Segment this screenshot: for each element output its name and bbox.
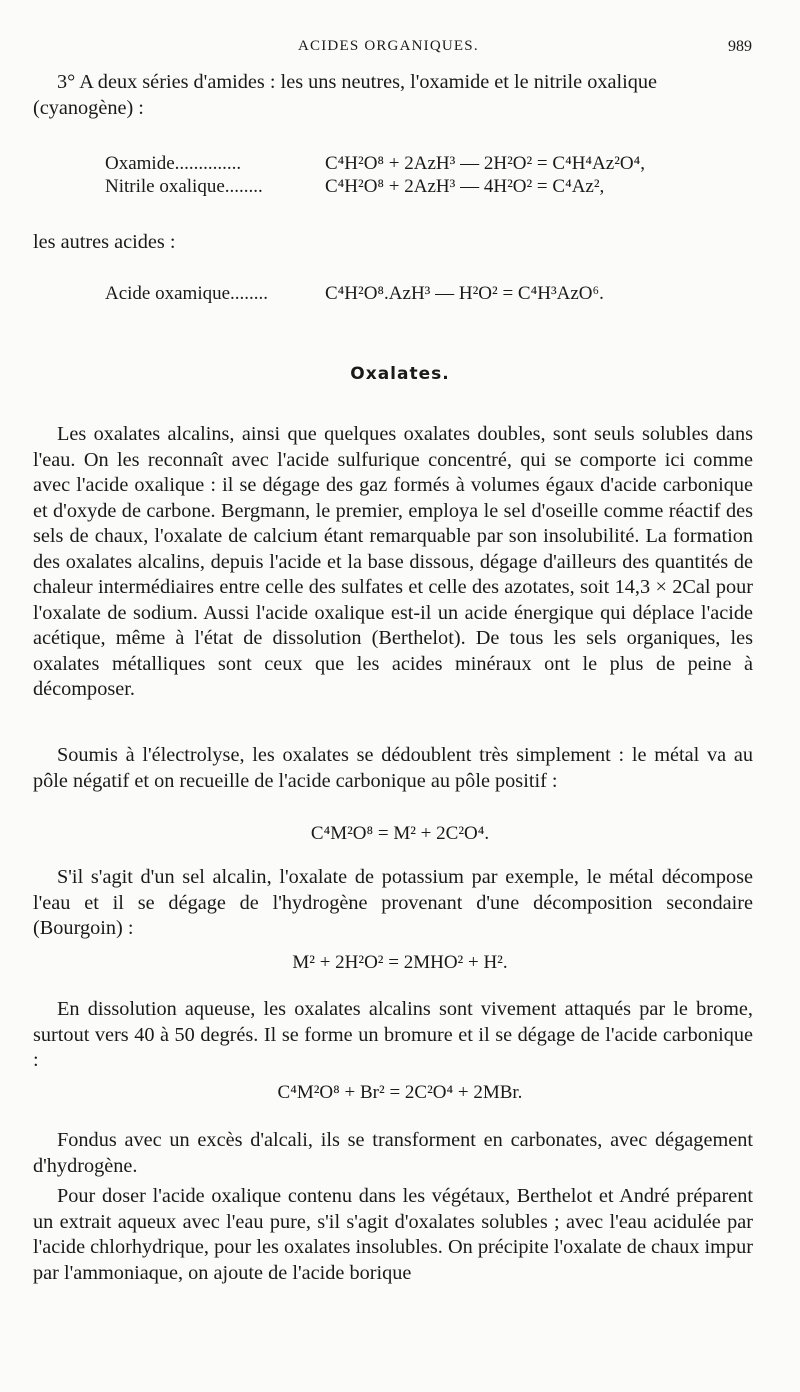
- acides-intro: [33, 230, 753, 256]
- intro-line-1: 3° A deux séries d'amides : les uns neutres, l'oxamide et le nitrile oxalique: [57, 71, 658, 93]
- equation-formula: C⁴H²O⁸ + 2AzH³ — 4H²O² = C⁴Az²,: [325, 176, 605, 197]
- paragraph-text: En dissolution aqueuse, les oxalates alcalins sont vivement attaqués par le brome, surtout vers 40 à 50 degrés. Il se forme un bromure et il se dégage de l'acide carbonique :: [33, 998, 753, 1071]
- paragraph-3: [33, 865, 753, 942]
- paragraph-text: Fondus avec un excès d'alcali, ils se transforment en carbonates, avec dégagement d'hydrogène.: [33, 1129, 753, 1177]
- equation-label: Oxamide..............: [105, 153, 242, 174]
- equation-water: M² + 2H²O² = 2MHO² + H².: [292, 952, 508, 973]
- intro-line-2: (cyanogène) :: [33, 96, 144, 119]
- acides-intro-text: les autres acides :: [33, 231, 176, 253]
- equation-formula: C⁴H²O⁸.AzH³ — H²O² = C⁴H³AzO⁶.: [325, 283, 604, 304]
- equation-label: Acide oxamique........: [105, 283, 269, 304]
- page-number: 989: [728, 38, 752, 55]
- equation-bromine: C⁴M²O⁸ + Br² = 2C²O⁴ + 2MBr.: [277, 1082, 523, 1103]
- paragraph-4: [33, 997, 753, 1074]
- equation-formula: C⁴H²O⁸ + 2AzH³ — 2H²O² = C⁴H⁴Az²O⁴,: [325, 153, 645, 174]
- paragraph-2: [33, 743, 753, 794]
- header-title: ACIDES ORGANIQUES.: [298, 38, 479, 54]
- paragraph-5: [33, 1128, 753, 1179]
- equation-label: Nitrile oxalique........: [105, 176, 263, 197]
- intro-block: [33, 70, 753, 121]
- paragraph-text: Soumis à l'électrolyse, les oxalates se dédoublent très simplement : le métal va au pôle négatif et on recueille de l'acide carbonique au pôle positif :: [33, 744, 753, 792]
- paragraph-text: Pour doser l'acide oxalique contenu dans les végétaux, Berthelot et André préparent un extrait aqueux avec l'eau pure, s'il s'agit d'oxalates solubles ; avec l'eau acidulée par l'acide chlorhydrique, pour les oxalates insolubles. On précipite l'oxalate de chaux impur par l'ammoniaque, on ajoute de l'acide borique: [33, 1185, 753, 1284]
- section-heading: Oxalates.: [350, 364, 450, 384]
- paragraph-6: [33, 1184, 753, 1286]
- paragraph-1: [33, 422, 753, 703]
- running-header: [0, 38, 800, 62]
- paragraph-text: Les oxalates alcalins, ainsi que quelques oxalates doubles, sont seuls solubles dans l'eau. On les reconnaît avec l'acide sulfurique concentré, qui se comporte ici comme avec l'acide oxalique : il se dégage des gaz formés à volumes égaux d'acide carbonique et d'oxyde de carbone. Bergmann, le premier, employa le sel d'oseille comme réactif des sels de chaux, l'oxalate de calcium étant remarquable par son insolubilité. La formation des oxalates alcalins, depuis l'acide et la base dissous, dégage d'ailleurs des quantités de chaleur intermédiaires entre celle des sulfates et celle des azotates, soit 14,3 × 2Cal pour l'oxalate de sodium. Aussi l'acide oxalique est-il un acide énergique qui déplace l'acide acétique, même à l'état de dissolution (Berthelot). De tous les sels organiques, les oxalates métalliques sont ceux que les acides minéraux ont le plus de peine à décomposer.: [33, 423, 753, 700]
- paragraph-text: S'il s'agit d'un sel alcalin, l'oxalate de potassium par exemple, le métal décompose l'eau et il se dégage de l'hydrogène provenant d'une décomposition secondaire (Bourgoin) :: [33, 866, 753, 939]
- equation-electrolysis: C⁴M²O⁸ = M² + 2C²O⁴.: [310, 823, 490, 844]
